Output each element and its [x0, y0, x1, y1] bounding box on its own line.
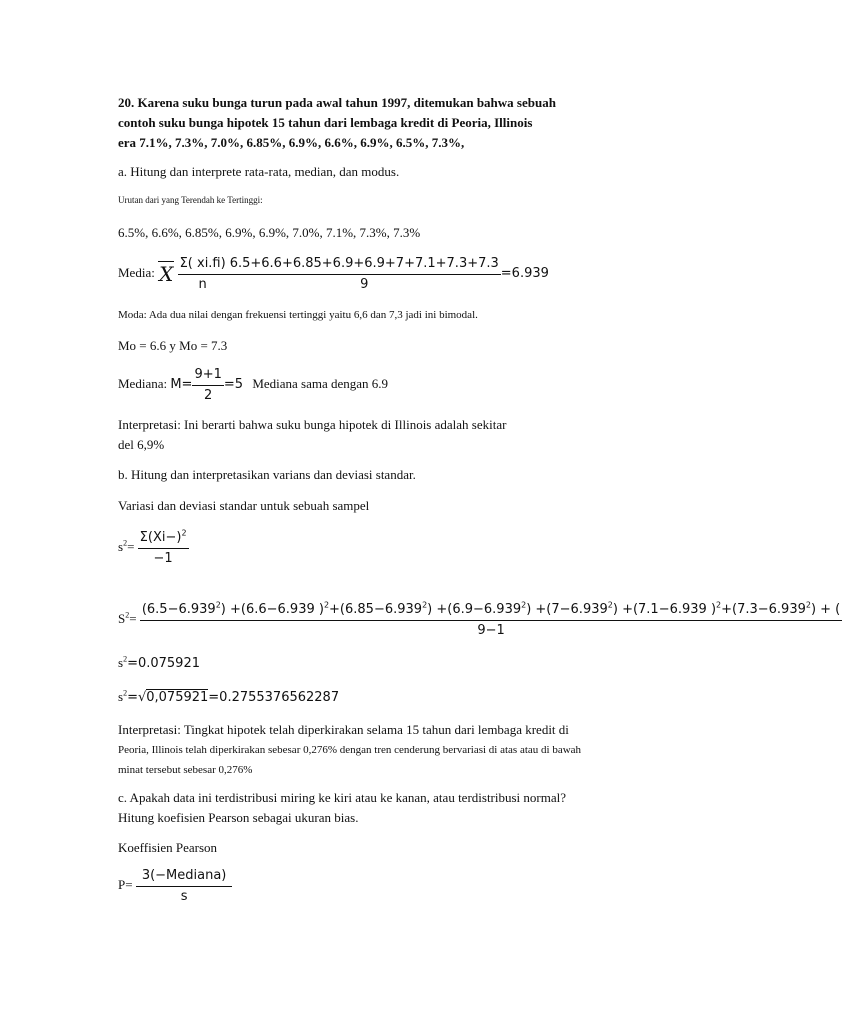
term-7: +(7.3−6.939 [721, 601, 806, 617]
variance-result-lhs: s [118, 655, 124, 670]
variasi-label: Variasi dan deviasi standar untuk sebuah sampel [118, 498, 370, 513]
sorted-values: 6.5%, 6.6%, 6.85%, 6.9%, 6.9%, 7.0%, 7.1%, 7.3%, 7.3% [118, 225, 421, 240]
interpretation-b [118, 720, 581, 780]
sqrt-sign: =√ [127, 690, 147, 705]
term-3: +(6.85−6.939 [329, 601, 423, 617]
term-4-exp: 2 [521, 600, 527, 610]
std-lhs: s [118, 689, 124, 704]
mean-formula [118, 254, 549, 294]
mean-values-denominator: 9 [360, 276, 369, 292]
variance-fraction [138, 529, 189, 568]
part-c-heading [118, 788, 566, 828]
pearson-formula [118, 866, 232, 906]
mean-values-numerator: 6.5+6.6+6.85+6.9+6.9+7+7.1+7.3+7.3 [228, 255, 501, 275]
term-4: ) +(6.9−6.939 [427, 601, 522, 617]
mean-fraction-values [228, 255, 501, 294]
variance-result-value: =0.075921 [127, 656, 200, 671]
term-6: ) +(7.1−6.939 ) [612, 601, 717, 617]
std-lhs-exp: 2 [123, 688, 128, 698]
variance-result-exp: 2 [123, 654, 128, 664]
x-bar-symbol: X [159, 262, 174, 287]
part-c-line-1: c. Apakah data ini terdistribusi miring ke kiri atau ke kanan, atau terdistribusi normal? [118, 790, 567, 805]
problem-statement [118, 93, 556, 153]
median-result: =5 [223, 377, 244, 392]
moda-text: Moda: Ada dua nilai dengan frekuensi tertinggi yaitu 6,6 dan 7,3 jadi ini bimodal. [118, 309, 478, 321]
interpretation-b-line-3: minat tersebut sebesar 0,276% [118, 764, 253, 776]
part-a-heading: a. Hitung dan interprete rata-rata, median, dan modus. [118, 164, 400, 179]
term-2: ) +(6.6−6.939 ) [220, 601, 324, 617]
expansion-fraction [140, 601, 842, 640]
variance-numerator-text: Σ(Xi−) [139, 529, 182, 545]
std-dev-result [118, 687, 339, 708]
problem-line-1: 20. Karena suku bunga turun pada awal tahun 1997, ditemukan bahwa sebuah [118, 95, 556, 110]
interpretation-a-line-1: Interpretasi: Ini berarti bahwa suku bunga hipotek di Illinois adalah sekitar [118, 417, 507, 432]
term-2-exp: 2 [323, 600, 330, 610]
pearson-fraction [136, 867, 233, 906]
term-1-exp: 2 [215, 600, 221, 610]
term-5-exp: 2 [607, 600, 613, 610]
urutan-label: Urutan dari yang Terendah ke Tertinggi: [118, 195, 263, 205]
variance-eq: = [127, 539, 135, 554]
term-3-exp: 2 [422, 600, 428, 610]
mean-general-numerator: Σ( xi.fi) [178, 255, 228, 275]
term-1: (6.5−6.939 [141, 601, 216, 617]
expansion-lhs-exponent: 2 [125, 610, 130, 620]
variance-lhs-exponent: 2 [123, 538, 128, 548]
variance-result [118, 653, 200, 674]
median-label: Mediana: [118, 376, 168, 391]
pearson-denominator: s [180, 888, 188, 904]
term-8: ) + ( [810, 601, 841, 617]
part-c-line-2: Hitung koefisien Pearson sebagai ukuran bias. [118, 810, 359, 825]
problem-line-2: contoh suku bunga hipotek 15 tahun dari lembaga kredit di Peoria, Illinois [118, 115, 533, 130]
mean-fraction-general [178, 255, 228, 294]
variance-denominator: −1 [153, 550, 173, 566]
variance-numerator-exponent: 2 [181, 528, 187, 538]
variance-lhs: s [118, 539, 124, 554]
interpretation-a-line-2: del 6,9% [118, 437, 165, 452]
part-b-heading: b. Hitung dan interpretasikan varians dan deviasi standar. [118, 467, 416, 482]
pearson-label: Koeffisien Pearson [118, 840, 218, 855]
interpretation-b-line-1: Interpretasi: Tingkat hipotek telah diperkirakan selama 15 tahun dari lembaga kredit di [118, 722, 569, 737]
median-fraction [192, 366, 223, 405]
mean-label: Media: [118, 265, 155, 280]
median-formula [118, 365, 388, 405]
expansion-lhs: S [118, 611, 126, 626]
mean-result: =6.939 [500, 266, 549, 281]
interpretation-a [118, 415, 506, 455]
pearson-numerator: 3(−Mediana) [136, 867, 233, 887]
problem-line-3: era 7.1%, 7.3%, 7.0%, 6.85%, 6.9%, 6.6%, 6.9%, 6.5%, 7.3%, [118, 135, 465, 150]
median-m-eq: M= [170, 377, 193, 392]
mean-general-denominator: n [198, 276, 207, 292]
median-numerator: 9+1 [192, 366, 223, 386]
variance-expansion [118, 600, 842, 640]
interpretation-b-line-2: Peoria, Illinois telah diperkirakan sebesar 0,276% dengan tren cenderung bervariasi di atas atau di bawah [118, 744, 582, 756]
expansion-eq: = [129, 611, 137, 626]
std-value: =0.2755376562287 [208, 690, 340, 705]
median-denominator: 2 [204, 387, 213, 403]
pearson-lhs: P= [118, 877, 133, 892]
expansion-denominator: 9−1 [477, 622, 505, 638]
mo-line: Mo = 6.6 y Mo = 7.3 [118, 338, 228, 353]
term-7-exp: 2 [805, 600, 811, 610]
variance-formula [118, 528, 189, 568]
term-6-exp: 2 [716, 600, 722, 610]
median-note: Mediana sama dengan 6.9 [252, 376, 389, 391]
variance-numerator [138, 529, 189, 549]
expansion-numerator [140, 601, 842, 621]
term-5: ) +(7−6.939 [526, 601, 608, 617]
sqrt-radicand: 0,075921 [146, 690, 209, 705]
